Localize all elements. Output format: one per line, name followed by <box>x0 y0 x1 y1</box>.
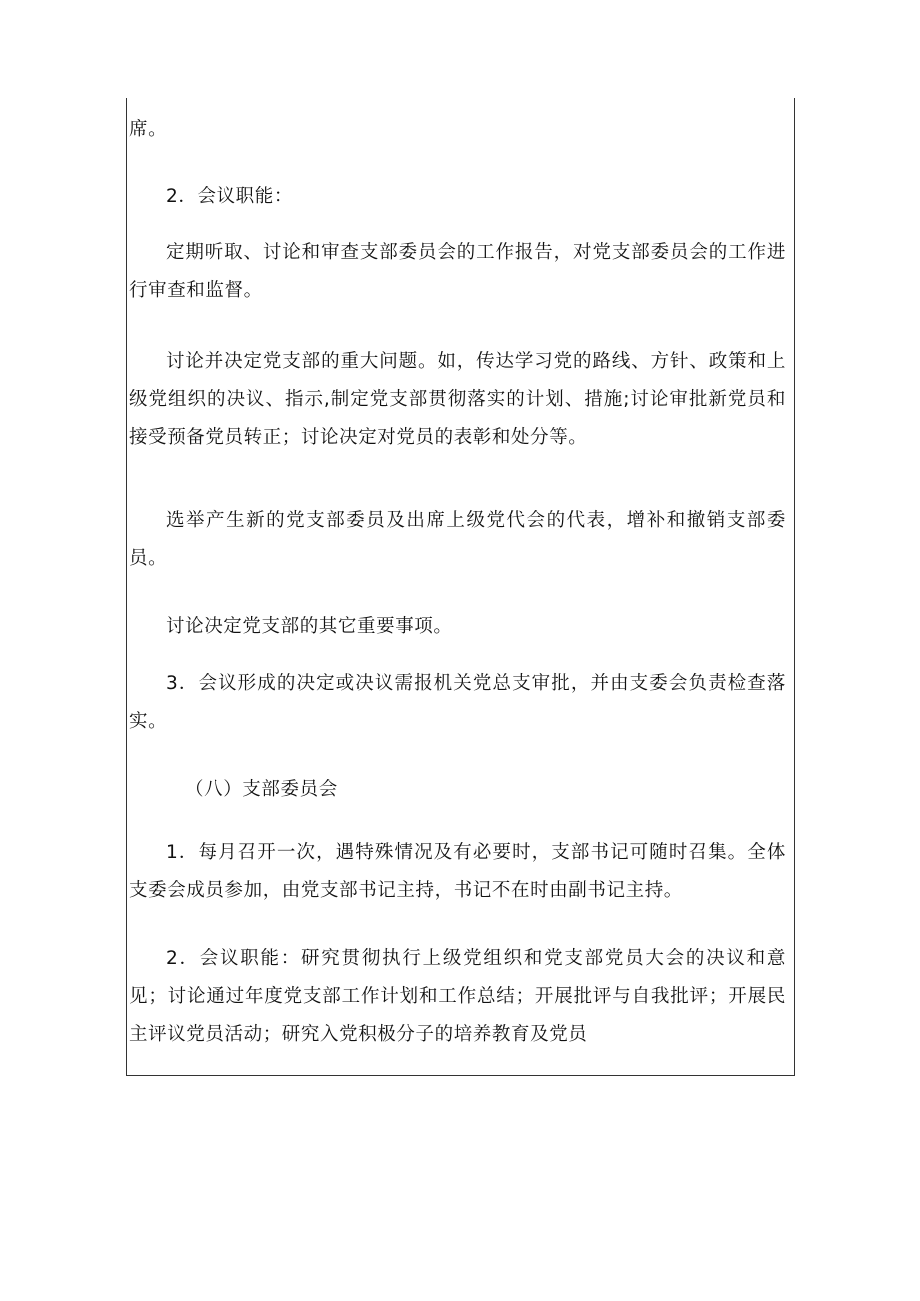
paragraph-monthly-meeting: 1．每月召开一次，遇特殊情况及有必要时，支部书记可随时召集。全体支委会成员参加，由党支部书记主持，书记不在时由副书记主持。 <box>129 842 786 901</box>
paragraph-continuation: 席。 <box>129 119 168 140</box>
paragraph-elections: 选举产生新的党支部委员及出席上级党代会的代表，增补和撤销支部委员。 <box>129 510 786 569</box>
section-heading-branch-committee: （八）支部委员会 <box>185 779 338 800</box>
document-frame <box>126 98 795 1076</box>
paragraph-item-3: 3．会议形成的决定或决议需报机关党总支审批，并由支委会负责检查落实。 <box>129 673 786 732</box>
paragraph-item-2-heading: 2．会议职能： <box>166 186 293 207</box>
paragraph-other-matters: 讨论决定党支部的其它重要事项。 <box>166 616 453 637</box>
paragraph-review-reports: 定期听取、讨论和审查支部委员会的工作报告，对党支部委员会的工作进行审查和监督。 <box>129 242 786 301</box>
paragraph-major-issues: 讨论并决定党支部的重大问题。如，传达学习党的路线、方针、政策和上级党组织的决议、指示,制定党支部贯彻落实的计划、措施;讨论审批新党员和接受预备党员转正；讨论决定对党员的表彰和处分等。 <box>129 351 786 448</box>
paragraph-committee-functions: 2．会议职能：研究贯彻执行上级党组织和党支部党员大会的决议和意见；讨论通过年度党支部工作计划和工作总结；开展批评与自我批评；开展民主评议党员活动；研究入党积极分子的培养教育及党员 <box>129 948 786 1045</box>
